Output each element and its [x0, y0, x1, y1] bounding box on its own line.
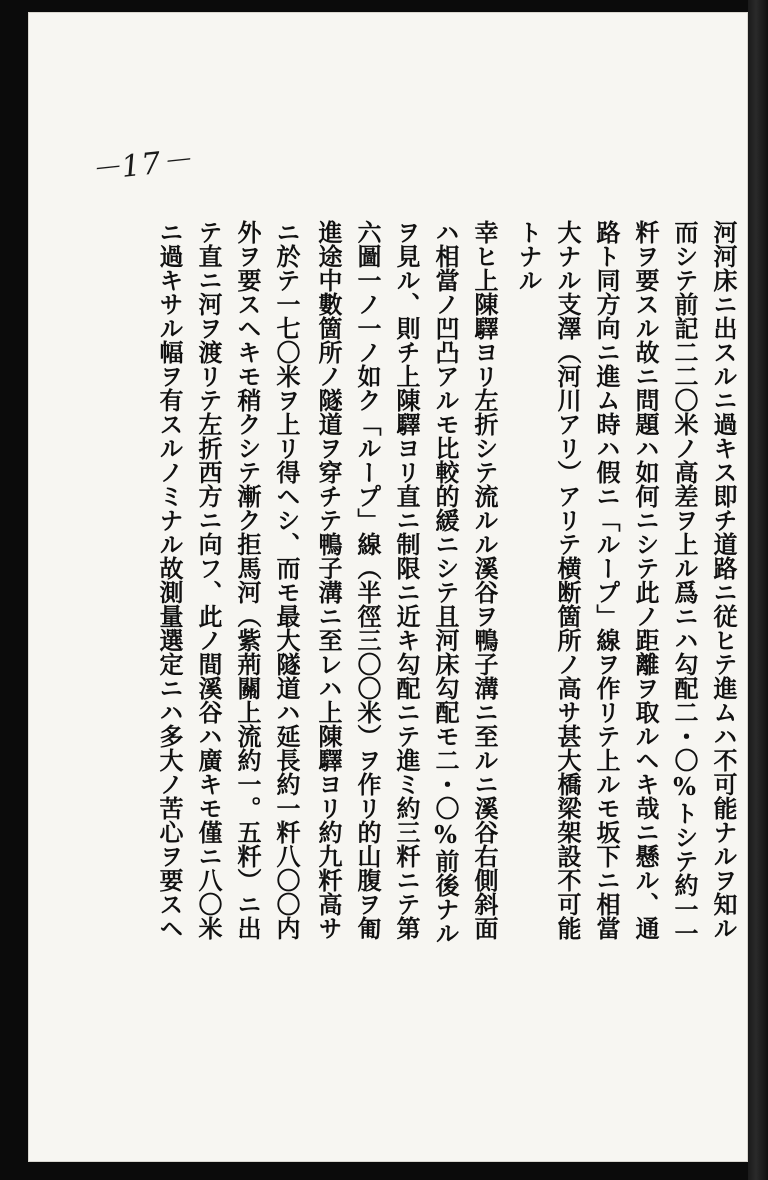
text-column: ニ過キサル幅ヲ有スルノミナル故測量選定ニハ多大ノ苦心ヲ要スヘ: [155, 220, 184, 940]
text-column: 進途中數箇所ノ隧道ヲ穿チテ鴨子溝ニ至レハ上陳驛ヨリ約九粁高サ: [314, 220, 343, 940]
text-column: 幸ヒ上陳驛ヨリ左折シテ流ルル溪谷ヲ鴨子溝ニ至ルニ溪谷右側斜面: [470, 220, 499, 940]
text-column: テ直ニ河ヲ渡リテ左折西方ニ向フ、此ノ間溪谷ハ廣キモ僅ニ八〇米: [194, 220, 223, 940]
text-column: 河河床ニ出スルニ過キス即チ道路ニ従ヒテ進ムハ不可能ナルヲ知ル: [709, 220, 738, 940]
text-column: ハ相當ノ凹凸アルモ比較的緩ニシテ且河床勾配モ二・〇%前後ナル: [431, 220, 460, 945]
text-column: 六圖一ノ一ノ如ク「ループ」線（半徑三〇〇米）ヲ作リ的山腹ヲ匍: [353, 220, 382, 940]
text-column: 粁ヲ要スル故ニ問題ハ如何ニシテ此ノ距離ヲ取ルヘキ哉ニ懸ル、通: [631, 220, 660, 940]
document-page: [28, 12, 748, 1162]
text-column: 大ナル支澤（河川アリ）アリテ横断箇所ノ高サ甚大橋梁架設不可能: [553, 220, 582, 940]
text-column: ヲ見ル、則チ上陳驛ヨリ直ニ制限ニ近キ勾配ニテ進ミ約三粁ニテ第: [392, 220, 421, 940]
text-column: ニ於テ一七〇米ヲ上リ得ヘシ、而モ最大隧道ハ延長約一粁八〇〇内: [272, 220, 301, 940]
page-number: －17－: [88, 142, 195, 189]
text-column: 而シテ前記二二〇米ノ高差ヲ上ル爲ニハ勾配二・〇%トシテ約一一: [670, 220, 699, 945]
text-column: トナル: [514, 220, 543, 292]
text-column: 外ヲ要スヘキモ稍クシテ漸ク拒馬河（紫荊關上流約一。五粁）ニ出: [233, 220, 262, 940]
text-column: 路ト同方向ニ進ム時ハ假ニ「ループ」線ヲ作リテ上ルモ坂下ニ相當: [592, 220, 621, 940]
scan-binding-edge: [748, 0, 768, 1180]
